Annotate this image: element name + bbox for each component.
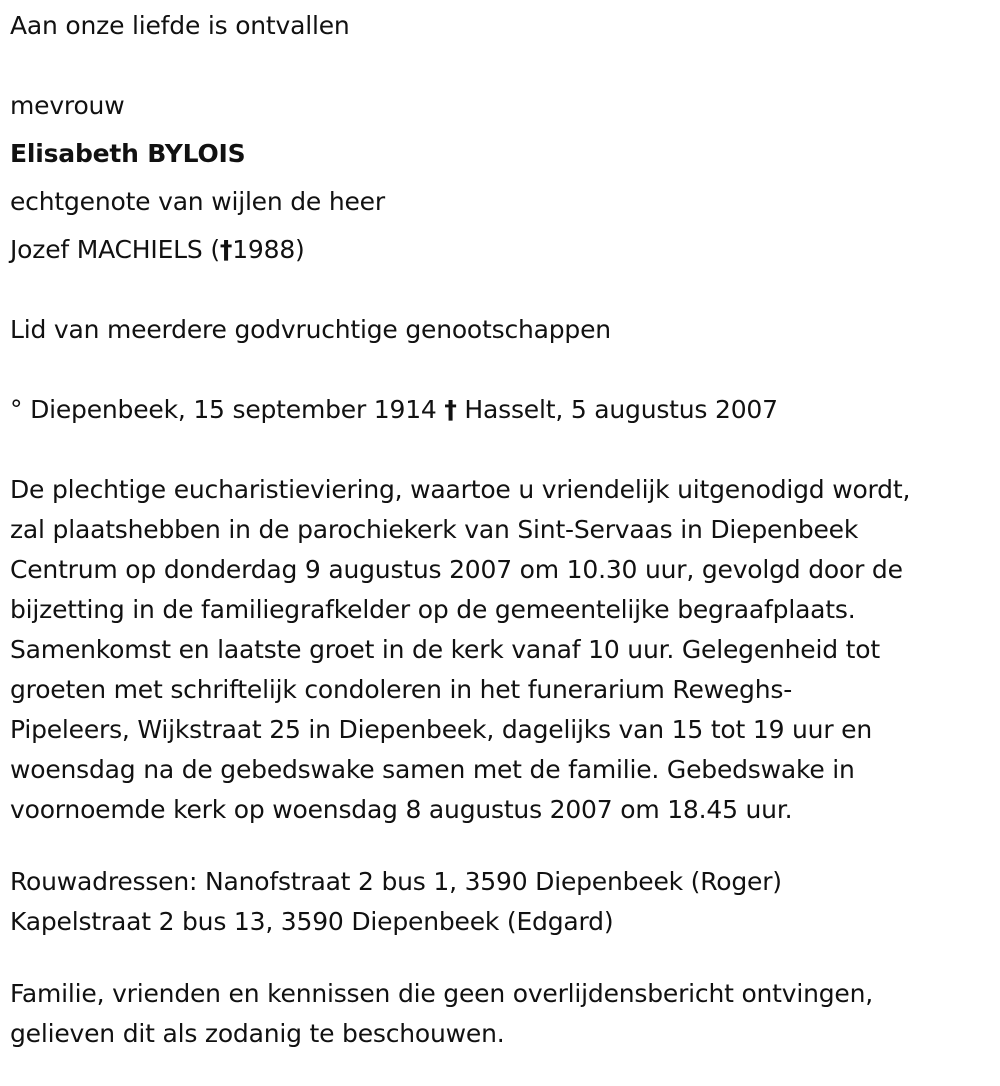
address-line: Kapelstraat 2 bus 13, 3590 Diepenbeek (Edgard) xyxy=(10,907,614,936)
ceremony-line: zal plaatshebben in de parochiekerk van Sint-Servaas in Diepenbeek xyxy=(10,515,859,544)
closing-line: gelieven dit als zodanig te beschouwen. xyxy=(10,1019,505,1048)
ceremony-line: voornoemde kerk op woensdag 8 augustus 2007 om 18.45 uur. xyxy=(10,795,793,824)
membership-text: Lid van meerdere godvruchtige genootschappen xyxy=(10,315,611,344)
relation-text: echtgenote van wijlen de heer xyxy=(10,187,385,216)
ceremony-line: woensdag na de gebedswake samen met de familie. Gebedswake in xyxy=(10,755,855,784)
title-prefix: mevrouw xyxy=(10,91,125,120)
intro-text: Aan onze liefde is ontvallen xyxy=(10,11,350,40)
spouse-line xyxy=(10,230,990,278)
ceremony-line: bijzetting in de familiegrafkelder op de gemeentelijke begraafplaats. xyxy=(10,595,856,624)
spouse-death-year: 1988 xyxy=(232,235,296,264)
address-line: Rouwadressen: Nanofstraat 2 bus 1, 3590 Diepenbeek (Roger) xyxy=(10,867,782,896)
ceremony-paragraph xyxy=(10,470,1000,830)
close-paren: ) xyxy=(295,235,305,264)
cross-icon: † xyxy=(444,395,457,424)
open-paren: ( xyxy=(210,235,220,264)
cross-icon: † xyxy=(219,235,233,264)
spouse-death-info xyxy=(210,235,304,264)
ceremony-line: Pipeleers, Wijkstraat 25 in Diepenbeek, dagelijks van 15 tot 19 uur en xyxy=(10,715,872,744)
spouse-name: Jozef MACHIELS xyxy=(10,235,203,264)
deceased-name: Elisabeth BYLOIS xyxy=(10,139,246,168)
ceremony-line: Centrum op donderdag 9 augustus 2007 om 10.30 uur, gevolgd door de xyxy=(10,555,903,584)
closing-paragraph xyxy=(10,974,1000,1054)
mourning-addresses xyxy=(10,862,1000,942)
ceremony-line: De plechtige eucharistieviering, waartoe u vriendelijk uitgenodigd wordt, xyxy=(10,475,911,504)
ceremony-line: groeten met schriftelijk condoleren in het funerarium Reweghs- xyxy=(10,675,793,704)
birth-death-line xyxy=(10,390,990,438)
birth-info: Diepenbeek, 15 september 1914 xyxy=(30,395,437,424)
closing-line: Familie, vrienden en kennissen die geen overlijdensbericht ontvingen, xyxy=(10,979,874,1008)
birth-symbol-icon: ° xyxy=(10,395,23,424)
ceremony-line: Samenkomst en laatste groet in de kerk vanaf 10 uur. Gelegenheid tot xyxy=(10,635,880,664)
death-info: Hasselt, 5 augustus 2007 xyxy=(464,395,778,424)
